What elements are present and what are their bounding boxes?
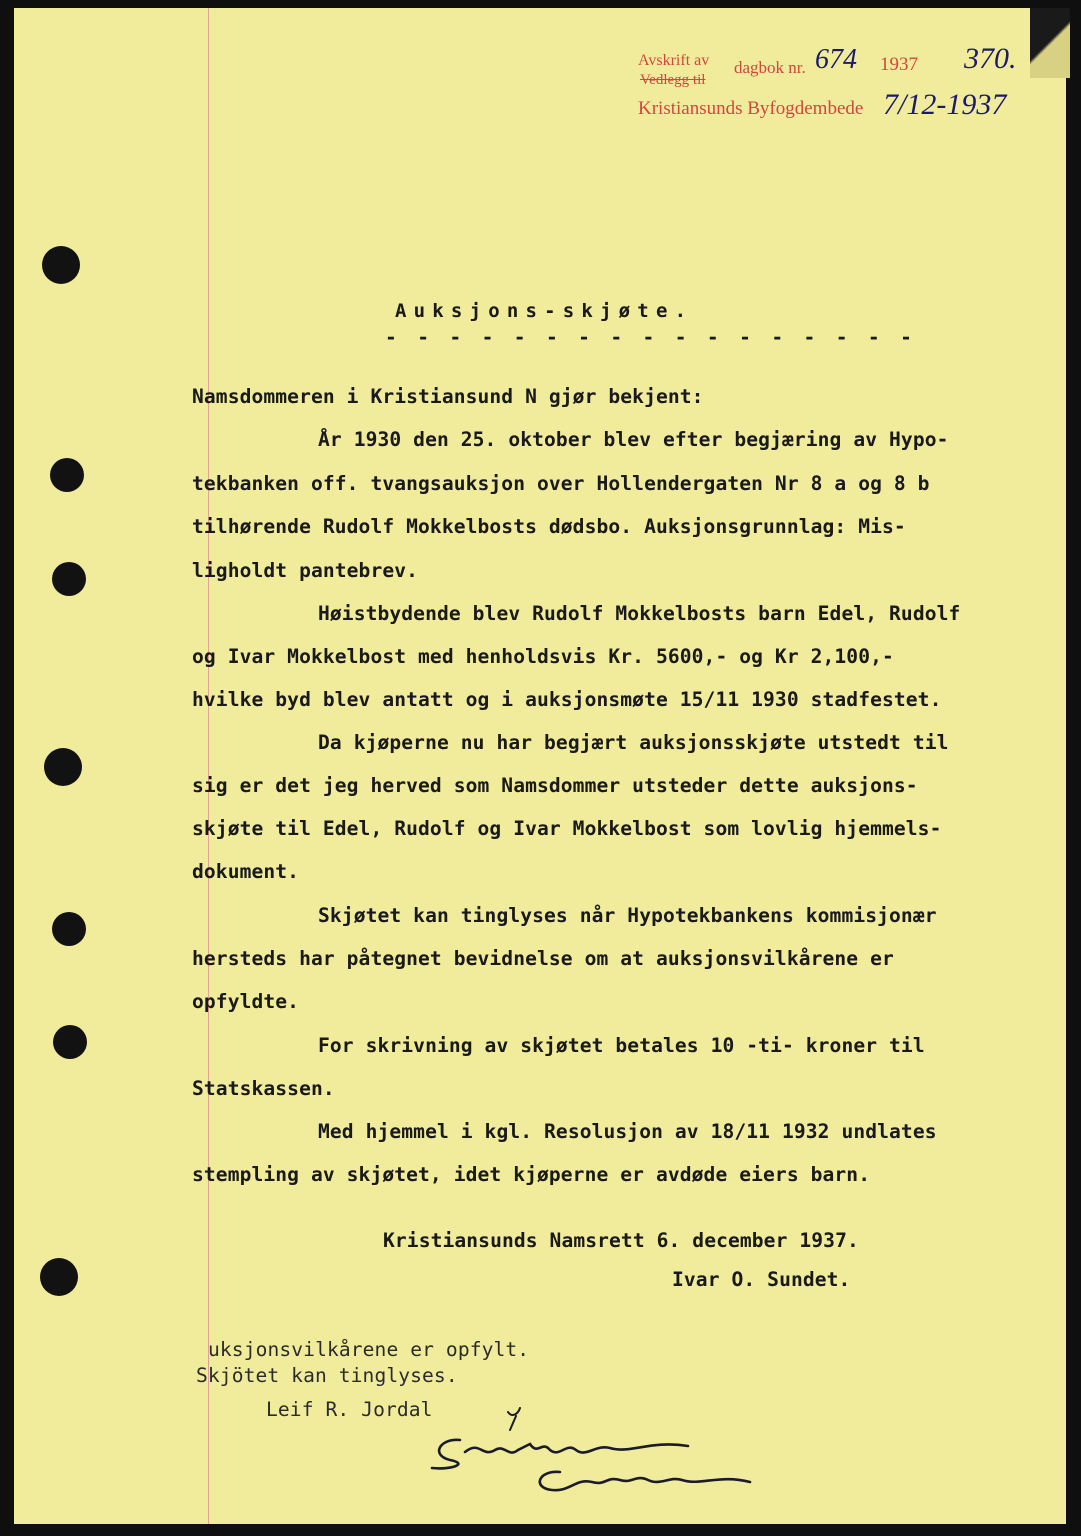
body-line: tekbanken off. tvangsauksjon over Hollendergaten Nr 8 a og 8 b xyxy=(192,472,930,495)
signer-name: Ivar O. Sundet. xyxy=(672,1268,851,1291)
body-line: Skjøtet kan tinglyses når Hypotekbankens kommisjonær xyxy=(318,904,937,927)
body-line: skjøte til Edel, Rudolf og Ivar Mokkelbost som lovlig hjemmels- xyxy=(192,817,942,840)
punch-hole xyxy=(50,458,84,492)
endorsement-line: Skjötet kan tinglyses. xyxy=(196,1364,458,1387)
journal-number: 674 xyxy=(815,44,857,75)
body-line: tilhørende Rudolf Mokkelbosts dødsbo. Auksjonsgrunnlag: Mis- xyxy=(192,515,906,538)
title-underline: - - - - - - - - - - - - - - - - - xyxy=(385,326,917,349)
stamp-appendix-label: Vedlegg til xyxy=(640,72,706,88)
body-line: dokument. xyxy=(192,860,300,883)
punch-hole xyxy=(52,912,86,946)
body-line: Med hjemmel i kgl. Resolusjon av 18/11 1932 undlates xyxy=(318,1120,937,1143)
stamp-journal-label: dagbok nr. xyxy=(734,58,806,77)
punch-hole xyxy=(42,246,80,284)
body-line: sig er det jeg herved som Namsdommer utsteder dette auksjons- xyxy=(192,774,918,797)
body-line: og Ivar Mokkelbost med henholdsvis Kr. 5600,- og Kr 2,100,- xyxy=(192,645,894,668)
document-title: Auksjons-skjøte. xyxy=(395,300,694,322)
endorsement-line: uksjonsvilkårene er opfylt. xyxy=(208,1338,530,1361)
body-line: stempling av skjøtet, idet kjøperne er avdøde eiers barn. xyxy=(192,1163,871,1186)
place-date: Kristiansunds Namsrett 6. december 1937. xyxy=(383,1229,859,1252)
body-line: hvilke byd blev antatt og i auksjonsmøte 15/11 1930 stadfestet. xyxy=(192,688,942,711)
body-line: opfyldte. xyxy=(192,990,300,1013)
paper-sheet xyxy=(14,8,1066,1524)
punch-hole xyxy=(44,748,82,786)
punch-hole xyxy=(40,1258,78,1296)
body-line: For skrivning av skjøtet betales 10 -ti- kroner til xyxy=(318,1034,925,1057)
punch-hole xyxy=(52,562,86,596)
handwritten-signature xyxy=(420,1400,760,1500)
stamp-copy-label: Avskrift av xyxy=(638,52,710,69)
margin-rule xyxy=(208,8,209,1524)
office-date: 7/12-1937 xyxy=(883,88,1007,121)
body-line: Høistbydende blev Rudolf Mokkelbosts barn Edel, Rudolf xyxy=(318,602,961,625)
punch-hole xyxy=(53,1025,87,1059)
body-line: År 1930 den 25. oktober blev efter begjæring av Hypo- xyxy=(318,428,949,451)
folio-number: 370. xyxy=(964,42,1017,75)
endorsement-signer: Leif R. Jordal xyxy=(266,1398,433,1421)
stamp-office: Kristiansunds Byfogdembede xyxy=(638,98,864,119)
body-line: ligholdt pantebrev. xyxy=(192,559,419,582)
body-line: hersteds har påtegnet bevidnelse om at auksjonsvilkårene er xyxy=(192,947,894,970)
body-line: Statskassen. xyxy=(192,1077,335,1100)
body-line: Da kjøperne nu har begjært auksjonsskjøte utstedt til xyxy=(318,731,949,754)
body-line: Namsdommeren i Kristiansund N gjør bekjent: xyxy=(192,385,704,408)
stamp-journal-year: 1937 xyxy=(880,54,918,75)
folded-corner xyxy=(1030,8,1070,78)
